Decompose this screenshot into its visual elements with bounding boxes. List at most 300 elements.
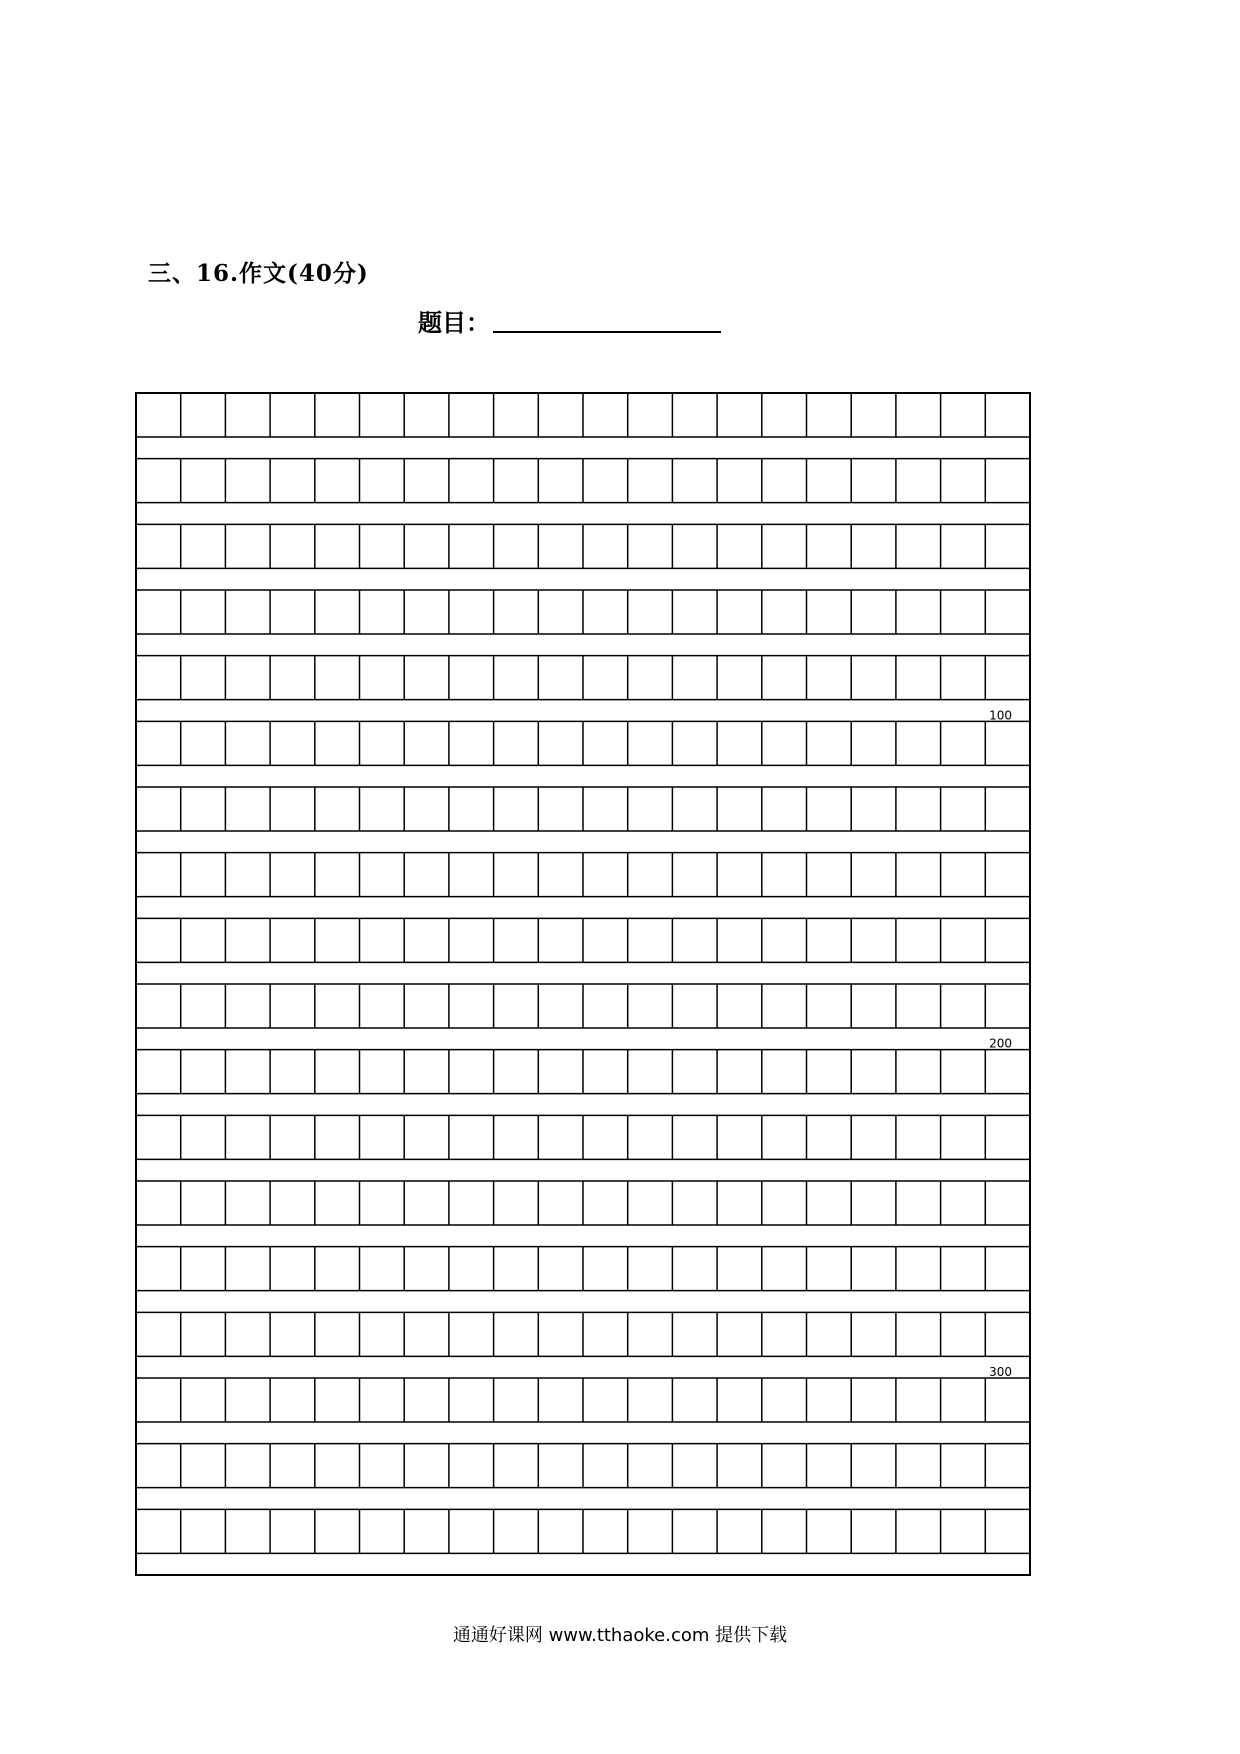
grid-cell[interactable] (717, 787, 762, 831)
grid-cell[interactable] (851, 984, 896, 1028)
grid-cell[interactable] (360, 787, 405, 831)
grid-cell[interactable] (628, 787, 673, 831)
grid-cell[interactable] (494, 656, 539, 700)
grid-cell[interactable] (985, 1115, 1030, 1159)
grid-cell[interactable] (628, 393, 673, 437)
grid-cell[interactable] (538, 590, 583, 634)
grid-cell[interactable] (807, 918, 852, 962)
grid-cell[interactable] (136, 1378, 181, 1422)
grid-cell[interactable] (896, 656, 941, 700)
grid-cell[interactable] (762, 1181, 807, 1225)
grid-cell[interactable] (628, 984, 673, 1028)
grid-cell[interactable] (136, 984, 181, 1028)
grid-cell[interactable] (941, 1509, 986, 1553)
grid-cell[interactable] (762, 656, 807, 700)
grid-cell[interactable] (270, 984, 315, 1028)
grid-cell[interactable] (896, 590, 941, 634)
grid-cell[interactable] (449, 1181, 494, 1225)
grid-cell[interactable] (672, 918, 717, 962)
grid-cell[interactable] (181, 1378, 226, 1422)
grid-cell[interactable] (538, 1115, 583, 1159)
grid-cell[interactable] (449, 1444, 494, 1488)
grid-cell[interactable] (360, 1050, 405, 1094)
grid-cell[interactable] (136, 1181, 181, 1225)
grid-cell[interactable] (896, 393, 941, 437)
grid-cell[interactable] (896, 853, 941, 897)
grid-cell[interactable] (315, 1444, 360, 1488)
grid-cell[interactable] (270, 1115, 315, 1159)
grid-cell[interactable] (985, 590, 1030, 634)
grid-cell[interactable] (583, 1312, 628, 1356)
grid-cell[interactable] (851, 1115, 896, 1159)
grid-cell[interactable] (315, 918, 360, 962)
grid-cell[interactable] (583, 1378, 628, 1422)
grid-cell[interactable] (225, 1378, 270, 1422)
grid-cell[interactable] (181, 1247, 226, 1291)
grid-cell[interactable] (717, 524, 762, 568)
grid-cell[interactable] (181, 393, 226, 437)
grid-cell[interactable] (494, 1509, 539, 1553)
grid-cell[interactable] (583, 656, 628, 700)
grid-cell[interactable] (449, 1312, 494, 1356)
grid-cell[interactable] (270, 1444, 315, 1488)
grid-cell[interactable] (181, 984, 226, 1028)
grid-cell[interactable] (181, 1115, 226, 1159)
grid-cell[interactable] (896, 524, 941, 568)
grid-cell[interactable] (225, 459, 270, 503)
grid-cell[interactable] (896, 787, 941, 831)
grid-cell[interactable] (896, 721, 941, 765)
grid-cell[interactable] (583, 1181, 628, 1225)
grid-cell[interactable] (404, 656, 449, 700)
grid-cell[interactable] (136, 393, 181, 437)
grid-cell[interactable] (628, 524, 673, 568)
grid-cell[interactable] (762, 1444, 807, 1488)
grid-cell[interactable] (181, 656, 226, 700)
grid-cell[interactable] (941, 393, 986, 437)
grid-cell[interactable] (270, 590, 315, 634)
grid-cell[interactable] (136, 590, 181, 634)
grid-cell[interactable] (672, 1509, 717, 1553)
grid-cell[interactable] (941, 1378, 986, 1422)
grid-cell[interactable] (672, 1181, 717, 1225)
grid-cell[interactable] (404, 590, 449, 634)
grid-cell[interactable] (360, 853, 405, 897)
grid-cell[interactable] (315, 656, 360, 700)
grid-cell[interactable] (494, 853, 539, 897)
grid-cell[interactable] (717, 853, 762, 897)
grid-cell[interactable] (717, 984, 762, 1028)
grid-cell[interactable] (494, 1115, 539, 1159)
grid-cell[interactable] (762, 787, 807, 831)
grid-cell[interactable] (851, 1312, 896, 1356)
grid-cell[interactable] (628, 853, 673, 897)
grid-cell[interactable] (628, 1181, 673, 1225)
grid-cell[interactable] (941, 656, 986, 700)
grid-cell[interactable] (896, 1509, 941, 1553)
grid-cell[interactable] (360, 393, 405, 437)
grid-cell[interactable] (449, 984, 494, 1028)
grid-cell[interactable] (628, 656, 673, 700)
grid-cell[interactable] (136, 853, 181, 897)
grid-cell[interactable] (628, 1509, 673, 1553)
grid-cell[interactable] (404, 1378, 449, 1422)
grid-cell[interactable] (538, 1378, 583, 1422)
grid-cell[interactable] (315, 1378, 360, 1422)
grid-cell[interactable] (941, 590, 986, 634)
grid-cell[interactable] (985, 787, 1030, 831)
grid-cell[interactable] (538, 1312, 583, 1356)
grid-cell[interactable] (315, 853, 360, 897)
grid-cell[interactable] (941, 984, 986, 1028)
grid-cell[interactable] (449, 787, 494, 831)
grid-cell[interactable] (360, 1115, 405, 1159)
grid-cell[interactable] (225, 1247, 270, 1291)
grid-cell[interactable] (360, 918, 405, 962)
grid-cell[interactable] (315, 984, 360, 1028)
grid-cell[interactable] (494, 524, 539, 568)
grid-cell[interactable] (762, 853, 807, 897)
grid-cell[interactable] (136, 524, 181, 568)
grid-cell[interactable] (404, 1509, 449, 1553)
grid-cell[interactable] (449, 918, 494, 962)
grid-cell[interactable] (985, 984, 1030, 1028)
grid-cell[interactable] (449, 853, 494, 897)
grid-cell[interactable] (762, 1050, 807, 1094)
grid-cell[interactable] (136, 918, 181, 962)
grid-cell[interactable] (136, 1050, 181, 1094)
grid-cell[interactable] (181, 1050, 226, 1094)
grid-cell[interactable] (270, 918, 315, 962)
grid-cell[interactable] (762, 918, 807, 962)
grid-cell[interactable] (717, 393, 762, 437)
grid-cell[interactable] (538, 984, 583, 1028)
grid-cell[interactable] (762, 1247, 807, 1291)
grid-cell[interactable] (896, 918, 941, 962)
grid-cell[interactable] (896, 1378, 941, 1422)
grid-cell[interactable] (404, 1247, 449, 1291)
grid-cell[interactable] (583, 1050, 628, 1094)
grid-cell[interactable] (494, 1247, 539, 1291)
grid-cell[interactable] (851, 656, 896, 700)
grid-cell[interactable] (807, 1312, 852, 1356)
grid-cell[interactable] (628, 1247, 673, 1291)
grid-cell[interactable] (136, 1444, 181, 1488)
grid-cell[interactable] (896, 1444, 941, 1488)
grid-cell[interactable] (315, 524, 360, 568)
grid-cell[interactable] (762, 524, 807, 568)
grid-cell[interactable] (672, 1444, 717, 1488)
grid-cell[interactable] (538, 787, 583, 831)
grid-cell[interactable] (807, 393, 852, 437)
grid-cell[interactable] (449, 656, 494, 700)
grid-cell[interactable] (717, 1378, 762, 1422)
grid-cell[interactable] (181, 1509, 226, 1553)
grid-cell[interactable] (941, 787, 986, 831)
grid-cell[interactable] (225, 1509, 270, 1553)
grid-cell[interactable] (404, 918, 449, 962)
grid-cell[interactable] (851, 1050, 896, 1094)
grid-cell[interactable] (851, 1378, 896, 1422)
grid-cell[interactable] (136, 459, 181, 503)
grid-cell[interactable] (941, 721, 986, 765)
grid-cell[interactable] (136, 656, 181, 700)
grid-cell[interactable] (941, 1050, 986, 1094)
grid-cell[interactable] (851, 1509, 896, 1553)
grid-cell[interactable] (494, 459, 539, 503)
grid-cell[interactable] (225, 393, 270, 437)
grid-cell[interactable] (628, 590, 673, 634)
grid-cell[interactable] (494, 393, 539, 437)
grid-cell[interactable] (494, 787, 539, 831)
grid-cell[interactable] (672, 1115, 717, 1159)
grid-cell[interactable] (360, 1181, 405, 1225)
grid-cell[interactable] (270, 459, 315, 503)
grid-cell[interactable] (449, 393, 494, 437)
grid-cell[interactable] (404, 1050, 449, 1094)
grid-cell[interactable] (315, 721, 360, 765)
grid-cell[interactable] (762, 459, 807, 503)
grid-cell[interactable] (538, 853, 583, 897)
grid-cell[interactable] (270, 1509, 315, 1553)
grid-cell[interactable] (404, 787, 449, 831)
grid-cell[interactable] (628, 1115, 673, 1159)
grid-cell[interactable] (181, 1444, 226, 1488)
grid-cell[interactable] (449, 590, 494, 634)
grid-cell[interactable] (583, 590, 628, 634)
grid-cell[interactable] (494, 1181, 539, 1225)
grid-cell[interactable] (807, 721, 852, 765)
grid-cell[interactable] (136, 1509, 181, 1553)
grid-cell[interactable] (360, 656, 405, 700)
grid-cell[interactable] (315, 1115, 360, 1159)
grid-cell[interactable] (717, 1115, 762, 1159)
grid-cell[interactable] (851, 393, 896, 437)
grid-cell[interactable] (985, 1378, 1030, 1422)
grid-cell[interactable] (762, 393, 807, 437)
grid-cell[interactable] (941, 1181, 986, 1225)
grid-cell[interactable] (494, 721, 539, 765)
grid-cell[interactable] (538, 1444, 583, 1488)
grid-cell[interactable] (717, 721, 762, 765)
grid-cell[interactable] (270, 853, 315, 897)
grid-cell[interactable] (941, 918, 986, 962)
grid-cell[interactable] (672, 590, 717, 634)
grid-cell[interactable] (717, 590, 762, 634)
grid-cell[interactable] (181, 853, 226, 897)
grid-cell[interactable] (136, 1312, 181, 1356)
grid-cell[interactable] (270, 1378, 315, 1422)
grid-cell[interactable] (807, 1247, 852, 1291)
grid-cell[interactable] (717, 1247, 762, 1291)
grid-cell[interactable] (941, 1312, 986, 1356)
grid-cell[interactable] (225, 1115, 270, 1159)
grid-cell[interactable] (181, 524, 226, 568)
grid-cell[interactable] (225, 1312, 270, 1356)
grid-cell[interactable] (717, 918, 762, 962)
grid-cell[interactable] (404, 984, 449, 1028)
grid-cell[interactable] (672, 393, 717, 437)
grid-cell[interactable] (404, 1115, 449, 1159)
grid-cell[interactable] (583, 853, 628, 897)
grid-cell[interactable] (672, 1247, 717, 1291)
grid-cell[interactable] (449, 524, 494, 568)
grid-cell[interactable] (270, 393, 315, 437)
grid-cell[interactable] (583, 524, 628, 568)
grid-cell[interactable] (628, 721, 673, 765)
grid-cell[interactable] (583, 393, 628, 437)
grid-cell[interactable] (985, 853, 1030, 897)
grid-cell[interactable] (807, 1444, 852, 1488)
grid-cell[interactable] (762, 1509, 807, 1553)
grid-cell[interactable] (717, 1444, 762, 1488)
grid-cell[interactable] (360, 524, 405, 568)
grid-cell[interactable] (851, 721, 896, 765)
grid-cell[interactable] (538, 1247, 583, 1291)
grid-cell[interactable] (851, 524, 896, 568)
grid-cell[interactable] (136, 1115, 181, 1159)
grid-cell[interactable] (985, 918, 1030, 962)
grid-cell[interactable] (807, 656, 852, 700)
grid-cell[interactable] (360, 984, 405, 1028)
grid-cell[interactable] (270, 1050, 315, 1094)
grid-cell[interactable] (538, 459, 583, 503)
grid-cell[interactable] (360, 1247, 405, 1291)
grid-cell[interactable] (985, 1509, 1030, 1553)
grid-cell[interactable] (225, 721, 270, 765)
grid-cell[interactable] (360, 1312, 405, 1356)
grid-cell[interactable] (807, 984, 852, 1028)
grid-cell[interactable] (941, 459, 986, 503)
grid-cell[interactable] (583, 459, 628, 503)
grid-cell[interactable] (538, 721, 583, 765)
grid-cell[interactable] (762, 1378, 807, 1422)
grid-cell[interactable] (360, 590, 405, 634)
grid-cell[interactable] (315, 1247, 360, 1291)
grid-cell[interactable] (985, 1247, 1030, 1291)
grid-cell[interactable] (494, 1050, 539, 1094)
grid-cell[interactable] (762, 1115, 807, 1159)
grid-cell[interactable] (628, 1050, 673, 1094)
grid-cell[interactable] (717, 459, 762, 503)
grid-cell[interactable] (896, 984, 941, 1028)
grid-cell[interactable] (583, 787, 628, 831)
grid-cell[interactable] (985, 1050, 1030, 1094)
grid-cell[interactable] (807, 590, 852, 634)
grid-cell[interactable] (404, 459, 449, 503)
grid-cell[interactable] (941, 1115, 986, 1159)
grid-cell[interactable] (896, 1115, 941, 1159)
grid-cell[interactable] (404, 1312, 449, 1356)
grid-cell[interactable] (985, 393, 1030, 437)
grid-cell[interactable] (941, 1444, 986, 1488)
grid-cell[interactable] (225, 590, 270, 634)
grid-cell[interactable] (225, 1050, 270, 1094)
grid-cell[interactable] (807, 1509, 852, 1553)
grid-cell[interactable] (717, 1312, 762, 1356)
grid-cell[interactable] (717, 1509, 762, 1553)
grid-cell[interactable] (270, 1312, 315, 1356)
grid-cell[interactable] (181, 1312, 226, 1356)
grid-cell[interactable] (136, 787, 181, 831)
grid-cell[interactable] (315, 459, 360, 503)
grid-cell[interactable] (404, 393, 449, 437)
grid-cell[interactable] (628, 918, 673, 962)
grid-cell[interactable] (538, 393, 583, 437)
grid-cell[interactable] (807, 1050, 852, 1094)
grid-cell[interactable] (672, 984, 717, 1028)
grid-cell[interactable] (181, 721, 226, 765)
grid-cell[interactable] (181, 787, 226, 831)
grid-cell[interactable] (315, 1312, 360, 1356)
grid-cell[interactable] (538, 656, 583, 700)
grid-cell[interactable] (538, 918, 583, 962)
grid-cell[interactable] (762, 721, 807, 765)
grid-cell[interactable] (538, 1509, 583, 1553)
grid-cell[interactable] (270, 721, 315, 765)
grid-cell[interactable] (538, 1181, 583, 1225)
grid-cell[interactable] (672, 459, 717, 503)
grid-cell[interactable] (896, 1312, 941, 1356)
grid-cell[interactable] (225, 524, 270, 568)
grid-cell[interactable] (181, 918, 226, 962)
grid-cell[interactable] (181, 459, 226, 503)
grid-cell[interactable] (583, 1247, 628, 1291)
grid-cell[interactable] (807, 787, 852, 831)
grid-cell[interactable] (762, 590, 807, 634)
grid-cell[interactable] (807, 459, 852, 503)
grid-cell[interactable] (985, 721, 1030, 765)
grid-cell[interactable] (360, 459, 405, 503)
grid-cell[interactable] (583, 984, 628, 1028)
grid-cell[interactable] (672, 787, 717, 831)
grid-cell[interactable] (717, 1050, 762, 1094)
grid-cell[interactable] (896, 1247, 941, 1291)
grid-cell[interactable] (270, 524, 315, 568)
grid-cell[interactable] (270, 1181, 315, 1225)
grid-cell[interactable] (851, 1247, 896, 1291)
grid-cell[interactable] (225, 1444, 270, 1488)
grid-cell[interactable] (628, 459, 673, 503)
grid-cell[interactable] (896, 1181, 941, 1225)
grid-cell[interactable] (628, 1312, 673, 1356)
grid-cell[interactable] (494, 590, 539, 634)
grid-cell[interactable] (851, 787, 896, 831)
grid-cell[interactable] (449, 1247, 494, 1291)
grid-cell[interactable] (404, 1444, 449, 1488)
grid-cell[interactable] (538, 1050, 583, 1094)
grid-cell[interactable] (672, 656, 717, 700)
grid-cell[interactable] (985, 1181, 1030, 1225)
grid-cell[interactable] (583, 1509, 628, 1553)
grid-cell[interactable] (181, 1181, 226, 1225)
grid-cell[interactable] (851, 853, 896, 897)
grid-cell[interactable] (225, 787, 270, 831)
grid-cell[interactable] (583, 1115, 628, 1159)
grid-cell[interactable] (941, 524, 986, 568)
grid-cell[interactable] (225, 1181, 270, 1225)
grid-cell[interactable] (896, 1050, 941, 1094)
grid-cell[interactable] (494, 984, 539, 1028)
grid-cell[interactable] (225, 656, 270, 700)
grid-cell[interactable] (136, 721, 181, 765)
grid-cell[interactable] (360, 1378, 405, 1422)
grid-cell[interactable] (672, 1312, 717, 1356)
grid-cell[interactable] (985, 524, 1030, 568)
grid-cell[interactable] (762, 1312, 807, 1356)
grid-cell[interactable] (315, 1509, 360, 1553)
grid-cell[interactable] (985, 1444, 1030, 1488)
